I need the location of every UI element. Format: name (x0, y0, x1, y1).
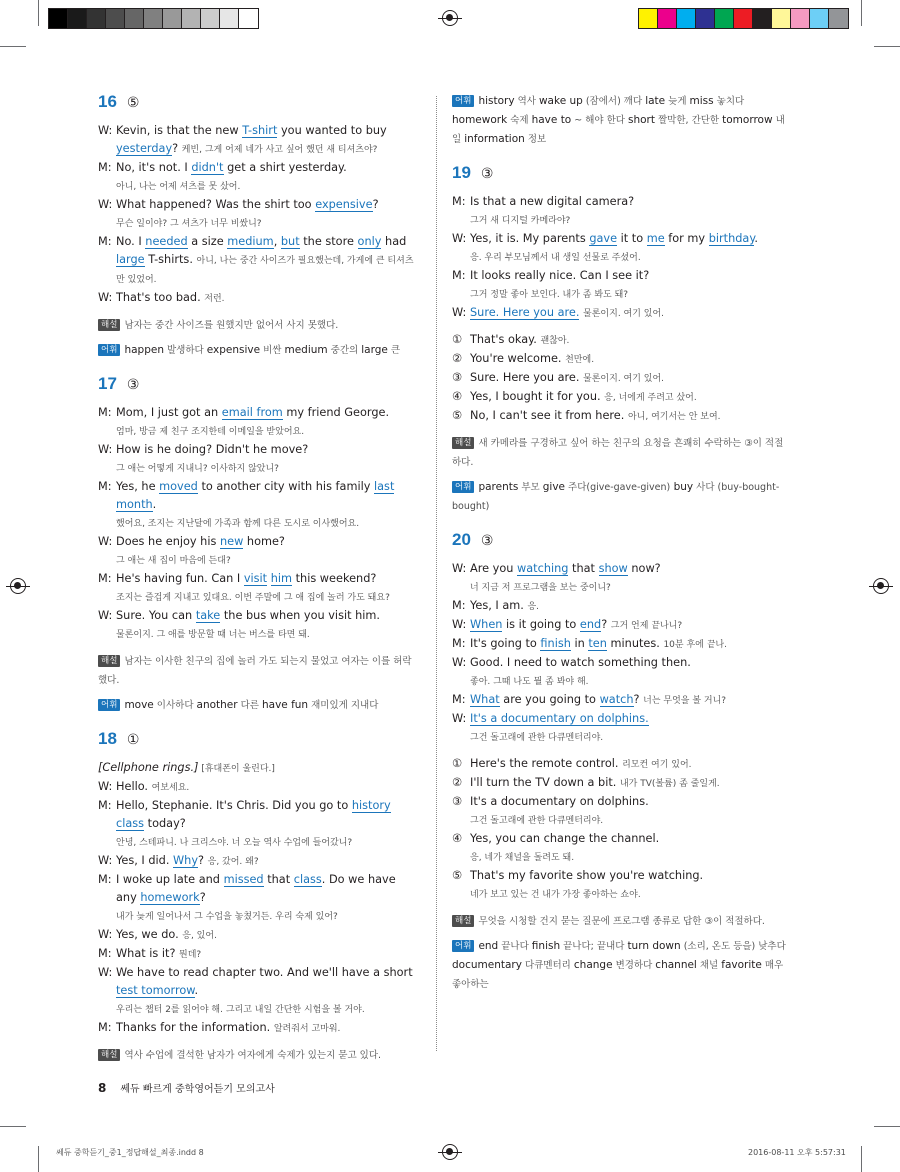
dialogue-line: W: Sure. You can take the bus when you visit him. 물론이지. 그 애를 방문할 때 너는 버스를 타면 돼. (98, 609, 381, 640)
dialogue-line: W: Does he enjoy his new home? 그 애는 새 집이 마음에 든대? (98, 535, 285, 566)
color-swatch (87, 9, 106, 28)
dialogue-line: M: No, it's not. I didn't get a shirt yesterday. 아니, 나는 어제 셔츠를 못 샀어. (98, 161, 347, 192)
color-swatch (715, 9, 734, 28)
cmyk-color-bar (638, 8, 849, 29)
right-column (452, 92, 792, 994)
vocabulary-tag: 어휘 (452, 940, 474, 952)
dialogue-line: M: Is that a new digital camera? 그거 새 디지털 카메라야? (452, 195, 635, 226)
question-number: 20 (452, 530, 471, 549)
explanation: 해설 무엇을 시청할 건지 묻는 질문에 프로그램 종류로 답한 ③이 적절하다. (452, 912, 792, 931)
answer-option: ③ It's a documentary on dolphins. 그건 돌고래에 관한 다큐멘터리야. (452, 795, 649, 826)
crop-mark (0, 46, 26, 47)
dialogue-line: M: Mom, I just got an email from my friend George. 엄마, 방금 제 친구 조지한테 이메일을 받았어요. (98, 406, 390, 437)
left-column (98, 92, 420, 1065)
crop-mark (874, 1126, 900, 1127)
crop-mark (0, 1126, 26, 1127)
registration-mark-right (873, 578, 889, 594)
dialogue-line: M: What are you going to watch? 너는 무엇을 볼 거니? (452, 693, 727, 706)
dialogue-line: M: It's going to finish in ten minutes. 10분 후에 끝나. (452, 637, 727, 650)
color-swatch (677, 9, 696, 28)
question-20 (452, 530, 792, 994)
dialogue-line: W: How is he doing? Didn't he move? 그 애는 어떻게 지내니? 이사하지 않았니? (98, 443, 309, 474)
book-title: 쎄듀 빠르게 중학영어듣기 모의고사 (120, 1084, 275, 1095)
explanation: 해설 역사 수업에 결석한 남자가 여자에게 숙제가 있는지 묻고 있다. (98, 1046, 420, 1065)
crop-mark (38, 0, 39, 26)
color-swatch (125, 9, 144, 28)
answer-option: ② I'll turn the TV down a bit. 내가 TV(볼륨) 좀 줄일게. (452, 776, 720, 789)
crop-mark (38, 1146, 39, 1172)
dialogue-line: M: Hello, Stephanie. It's Chris. Did you go to history class today? 안녕, 스테파니. 나 크리스야. 너 오늘 역사 수업에 들어갔니? (98, 799, 391, 848)
dialogue-line: M: Yes, he moved to another city with his family last month. 했어요, 조지는 지난달에 가족과 함께 다른 도시로 이사했어요. (98, 480, 395, 529)
page-number: 8 (98, 1081, 107, 1095)
color-swatch (753, 9, 772, 28)
color-swatch (239, 9, 258, 28)
color-swatch (220, 9, 239, 28)
dialogue-line: M: Yes, I am. 응. (452, 599, 540, 612)
explanation-tag: 해설 (452, 437, 474, 449)
question-16 (98, 92, 420, 360)
color-swatch (791, 9, 810, 28)
explanation-tag: 해설 (452, 915, 474, 927)
crop-mark (861, 0, 862, 26)
vocabulary-tag: 어휘 (98, 699, 120, 711)
answer-option: ⑤ No, I can't see it from here. 아니, 여기서는 안 보여. (452, 409, 721, 422)
registration-mark-left (10, 578, 26, 594)
column-divider (436, 96, 437, 1051)
dialogue-line: W: That's too bad. 저런. (98, 291, 225, 304)
answer-options (452, 755, 792, 904)
vocabulary: 어휘 end 끝나다 finish 끝나다; 끝내다 turn down (소리, 온도 등을) 낮추다 documentary 다큐멘터리 change 변경하다 channel 채널 favorite 매우 좋아하는 (452, 940, 786, 990)
dialogue-line: M: Thanks for the information. 알려줘서 고마워. (98, 1021, 341, 1034)
question-answer: ③ (126, 377, 140, 393)
explanation-tag: 해설 (98, 1049, 120, 1061)
color-swatch (201, 9, 220, 28)
dialogue-line: W: Kevin, is that the new T-shirt you wanted to buy yesterday? 케빈, 그게 어제 네가 사고 싶어 했던 새 티셔츠야? (98, 124, 387, 155)
vocabulary: 어휘 move 이사하다 another 다른 have fun 재미있게 지내다 (98, 696, 420, 715)
dialogue-line: M: He's having fun. Can I visit him this weekend? 조지는 즐겁게 지내고 있대요. 이번 주말에 그 애 집에 놀러 가도 돼요? (98, 572, 390, 603)
dialogue-line: W: Hello. 여보세요. (98, 780, 190, 793)
answer-option: ④ Yes, I bought it for you. 응, 너에게 주려고 샀어. (452, 390, 697, 403)
vocabulary-tag: 어휘 (452, 95, 474, 107)
question-18 (98, 729, 420, 1065)
dialogue-line: M: No. I needed a size medium, but the store only had large T-shirts. 아니, 나는 중간 사이즈가 필요했는데, 가게에 큰 티셔츠만 있었어. (98, 235, 414, 285)
color-swatch (49, 9, 68, 28)
question-17 (98, 374, 420, 715)
vocabulary: 어휘 parents 부모 give 주다(give-gave-given) buy 사다 (buy-bought-bought) (452, 481, 780, 512)
color-swatch (696, 9, 715, 28)
dialogue-line: W: Good. I need to watch something then. 좋아. 그때 나도 뭘 좀 봐야 해. (452, 656, 691, 687)
vocabulary-tag: 어휘 (452, 481, 474, 493)
dialogue-line: W: Sure. Here you are. 물론이지. 여기 있어. (452, 306, 665, 319)
dialogue-line: W: What happened? Was the shirt too expensive? 무슨 일이야? 그 셔츠가 너무 비쌌니? (98, 198, 379, 229)
dialogue-line: M: It looks really nice. Can I see it? 그거 정말 좋아 보인다. 내가 좀 봐도 돼? (452, 269, 650, 300)
answer-option: ① Here's the remote control. 리모컨 여기 있어. (452, 757, 692, 770)
explanation-tag: 해설 (98, 319, 120, 331)
color-swatch (144, 9, 163, 28)
answer-options (452, 331, 792, 426)
question-number: 19 (452, 163, 471, 182)
explanation-tag: 해설 (98, 655, 120, 667)
answer-option: ⑤ That's my favorite show you're watching. 네가 보고 있는 건 내가 가장 좋아하는 쇼야. (452, 869, 704, 900)
dialogue-line: W: Are you watching that show now? 너 지금 저 프로그램을 보는 중이니? (452, 562, 661, 593)
question-19 (452, 163, 792, 516)
crop-mark (861, 1146, 862, 1172)
color-swatch (829, 9, 848, 28)
vocabulary-tag: 어휘 (98, 344, 120, 356)
question-number: 17 (98, 374, 117, 393)
color-swatch (163, 9, 182, 28)
question-number: 18 (98, 729, 117, 748)
slug-filename: 쎄듀 중학듣기_중1_정답해설_최종.indd 8 (56, 1148, 204, 1157)
dialogue-line: W: It's a documentary on dolphins. 그건 돌고래에 관한 다큐멘터리야. (452, 712, 649, 743)
color-swatch (639, 9, 658, 28)
dialogue-line: W: Yes, we do. 응, 있어. (98, 928, 217, 941)
color-swatch (734, 9, 753, 28)
color-swatch (810, 9, 829, 28)
question-answer: ① (126, 732, 140, 748)
color-swatch (106, 9, 125, 28)
dialogue-line: W: We have to read chapter two. And we'll have a short test tomorrow. 우리는 챕터 2를 읽어야 해. 그리고 내일 간단한 시험을 볼 거야. (98, 966, 413, 1015)
color-swatch (68, 9, 87, 28)
answer-option: ① That's okay. 괜찮아. (452, 333, 570, 346)
crop-mark (874, 46, 900, 47)
grayscale-color-bar (48, 8, 259, 29)
registration-mark-bottom (442, 1144, 458, 1160)
dialogue-line: W: Yes, I did. Why? 응, 갔어. 왜? (98, 854, 259, 867)
dialogue-line: W: When is it going to end? 그거 언제 끝나니? (452, 618, 683, 631)
explanation: 해설 남자는 중간 사이즈를 원했지만 없어서 사지 못했다. (98, 316, 420, 335)
dialogue-line: W: Yes, it is. My parents gave it to me for my birthday. 응. 우리 부모님께서 내 생일 선물로 주셨어. (452, 232, 759, 263)
explanation: 해설 남자는 이사한 친구의 집에 놀러 가도 되는지 물었고 여자는 이를 허락했다. (98, 656, 412, 686)
dialogue-line: M: I woke up late and missed that class. Do we have any homework? 내가 늦게 일어나서 그 수업을 놓쳤거든. 우리 숙제 있어? (98, 873, 396, 922)
stage-direction: [Cellphone rings.] [휴대폰이 울린다.] (98, 761, 275, 774)
question-answer: ③ (480, 166, 494, 182)
color-swatch (772, 9, 791, 28)
answer-option: ④ Yes, you can change the channel. 응, 네가 채널을 돌려도 돼. (452, 832, 660, 863)
explanation: 해설 새 카메라를 구경하고 싶어 하는 친구의 요청을 흔쾌히 수락하는 ③이 적절하다. (452, 438, 784, 468)
vocabulary: 어휘 happen 발생하다 expensive 비싼 medium 중간의 large 큰 (98, 341, 420, 360)
question-number: 16 (98, 92, 117, 111)
color-swatch (182, 9, 201, 28)
color-swatch (658, 9, 677, 28)
vocabulary: 어휘 history 역사 wake up (잠에서) 깨다 late 늦게 miss 놓치다 homework 숙제 have to ~ 해야 한다 short 짤막한, 간단한 tomorrow 내일 information 정보 (452, 95, 785, 145)
page-footer (98, 1080, 275, 1095)
registration-mark-top (442, 10, 458, 26)
question-answer: ③ (480, 533, 494, 549)
answer-option: ③ Sure. Here you are. 물론이지. 여기 있어. (452, 371, 665, 384)
slug-timestamp: 2016-08-11 오후 5:57:31 (748, 1148, 846, 1157)
question-answer: ⑤ (126, 95, 140, 111)
answer-option: ② You're welcome. 천만에. (452, 352, 595, 365)
dialogue-line: M: What is it? 뭔데? (98, 947, 202, 960)
